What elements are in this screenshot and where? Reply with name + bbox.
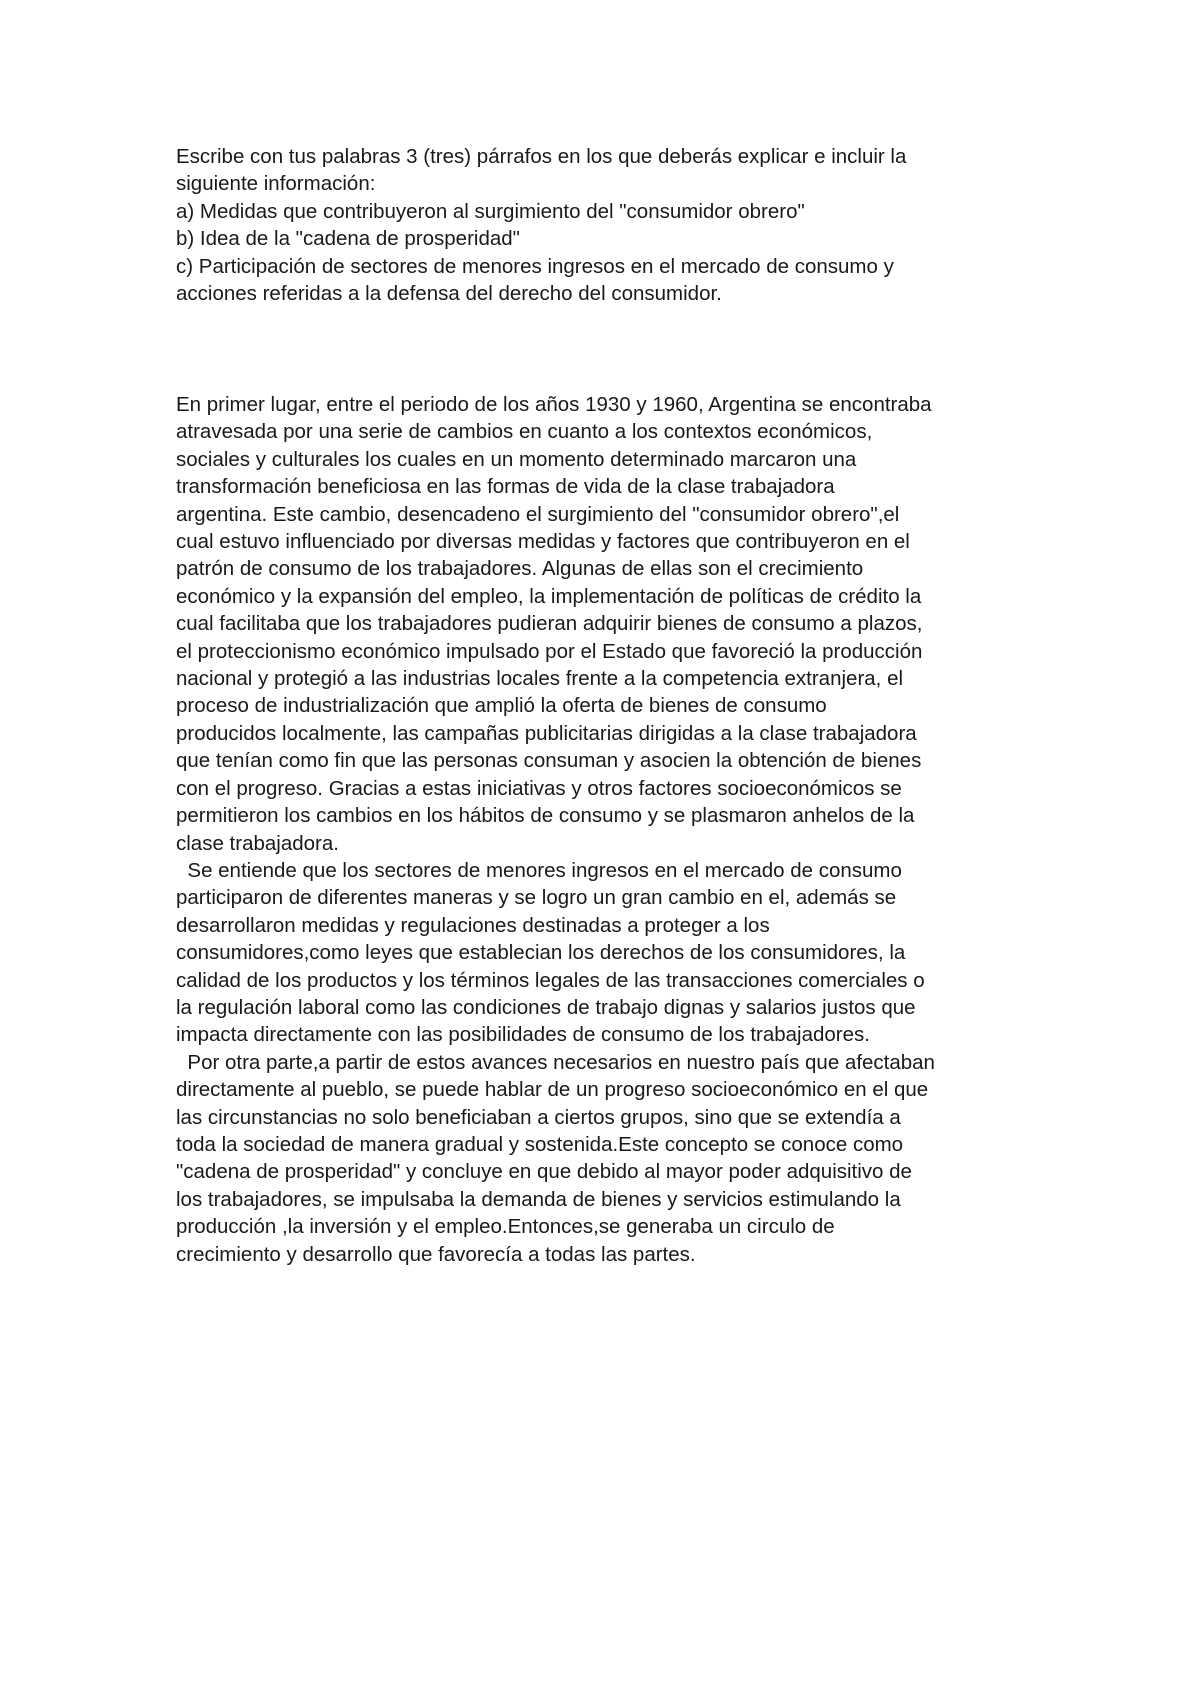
paragraph-line: el proteccionismo económico impulsado por el Estado que favoreció la producción	[176, 639, 923, 663]
paragraph-line: los trabajadores, se impulsaba la demanda de bienes y servicios estimulando la	[176, 1187, 901, 1211]
paragraph-line: consumidores,como leyes que establecian los derechos de los consumidores, la	[176, 941, 906, 965]
paragraph-line: clase trabajadora.	[176, 831, 339, 855]
paragraph-line: cual estuvo influenciado por diversas medidas y factores que contribuyeron en el	[176, 530, 910, 554]
paragraph-line: permitieron los cambios en los hábitos de consumo y se plasmaron anhelos de la	[176, 804, 915, 828]
paragraph-line: con el progreso. Gracias a estas iniciativas y otros factores socioeconómicos se	[176, 776, 902, 800]
essay-paragraph-2	[176, 857, 1056, 1049]
assignment-instructions	[176, 143, 1056, 307]
paragraph-line: que tenían como fin que las personas consuman y asocien la obtención de bienes	[176, 749, 922, 773]
essay-paragraph-3	[176, 1049, 1056, 1268]
instructions-item-c: c) Participación de sectores de menores ingresos en el mercado de consumo y	[176, 254, 894, 278]
paragraph-line: "cadena de prosperidad" y concluye en que debido al mayor poder adquisitivo de	[176, 1160, 912, 1184]
paragraph-line: argentina. Este cambio, desencadeno el surgimiento del "consumidor obrero",el	[176, 502, 900, 526]
paragraph-line: producción ,la inversión y el empleo.Entonces,se generaba un circulo de	[176, 1215, 835, 1239]
paragraph-line: económico y la expansión del empleo, la implementación de políticas de crédito la	[176, 584, 922, 608]
paragraph-line: calidad de los productos y los términos legales de las transacciones comerciales o	[176, 968, 925, 992]
paragraph-line: desarrollaron medidas y regulaciones destinadas a proteger a los	[176, 913, 770, 937]
paragraph-line: patrón de consumo de los trabajadores. Algunas de ellas son el crecimiento	[176, 557, 864, 581]
paragraph-line: toda la sociedad de manera gradual y sostenida.Este concepto se conoce como	[176, 1132, 904, 1156]
paragraph-line: impacta directamente con las posibilidades de consumo de los trabajadores.	[176, 1023, 870, 1047]
essay-paragraph-1	[176, 391, 1056, 857]
essay-body	[176, 391, 1056, 1268]
paragraph-line: la regulación laboral como las condiciones de trabajo dignas y salarios justos que	[176, 995, 916, 1019]
instructions-item-b: b) Idea de la "cadena de prosperidad"	[176, 227, 520, 251]
instructions-item-c-continued: acciones referidas a la defensa del derecho del consumidor.	[176, 282, 722, 306]
paragraph-line: En primer lugar, entre el periodo de los años 1930 y 1960, Argentina se encontraba	[176, 393, 932, 416]
paragraph-line: sociales y culturales los cuales en un momento determinado marcaron una	[176, 447, 857, 471]
paragraph-line: crecimiento y desarrollo que favorecía a todas las partes.	[176, 1242, 696, 1266]
instructions-line: Escribe con tus palabras 3 (tres) párrafos en los que deberás explicar e incluir la	[176, 145, 907, 168]
paragraph-line: directamente al pueblo, se puede hablar de un progreso socioeconómico en el que	[176, 1078, 929, 1102]
paragraph-line: proceso de industrialización que amplió la oferta de bienes de consumo	[176, 694, 827, 718]
paragraph-line: cual facilitaba que los trabajadores pudieran adquirir bienes de consumo a plazos,	[176, 612, 923, 636]
paragraph-line: atravesada por una serie de cambios en cuanto a los contextos económicos,	[176, 420, 873, 444]
paragraph-line: las circunstancias no solo beneficiaban a ciertos grupos, sino que se extendía a	[176, 1105, 901, 1129]
paragraph-line: nacional y protegió a las industrias locales frente a la competencia extranjera, el	[176, 667, 904, 691]
paragraph-line: Por otra parte,a partir de estos avances necesarios en nuestro país que afectaban	[176, 1050, 935, 1074]
paragraph-line: Se entiende que los sectores de menores ingresos en el mercado de consumo	[176, 858, 902, 882]
paragraph-line: transformación beneficiosa en las formas de vida de la clase trabajadora	[176, 475, 835, 499]
paragraph-line: producidos localmente, las campañas publicitarias dirigidas a la clase trabajadora	[176, 721, 917, 745]
instructions-line: siguiente información:	[176, 172, 376, 196]
paragraph-line: participaron de diferentes maneras y se logro un gran cambio en el, además se	[176, 886, 897, 910]
instructions-item-a: a) Medidas que contribuyeron al surgimiento del "consumidor obrero"	[176, 199, 805, 223]
